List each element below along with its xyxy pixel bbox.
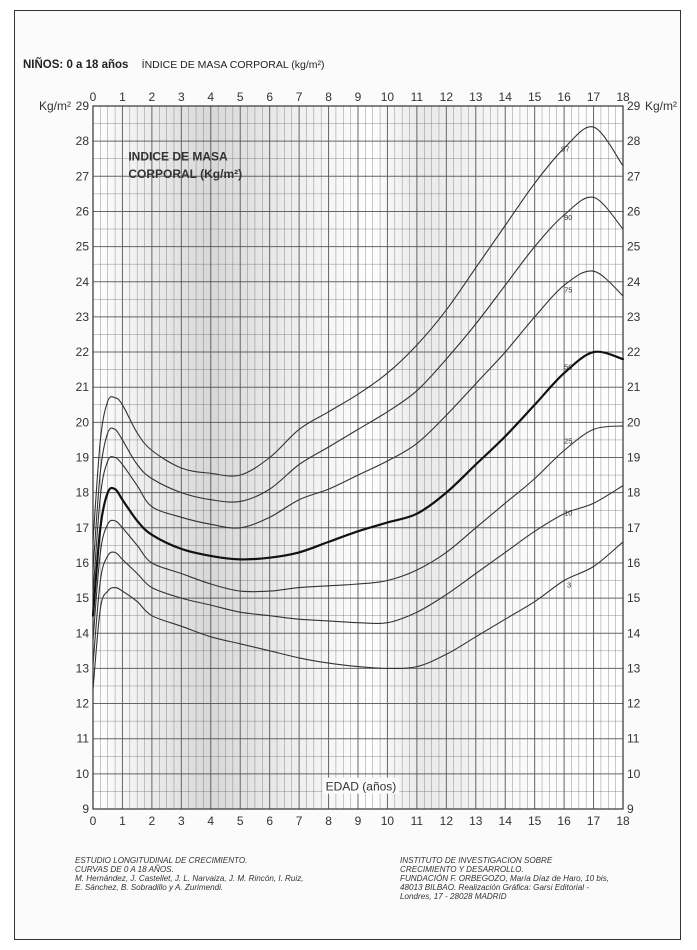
x-tick-label-bottom: 17 bbox=[586, 814, 601, 828]
header-subtitle: ÍNDICE DE MASA CORPORAL (kg/m²) bbox=[141, 59, 325, 71]
chart-page bbox=[14, 10, 681, 940]
x-tick-label-bottom: 8 bbox=[325, 814, 332, 828]
y-tick-label-left: 17 bbox=[75, 520, 89, 535]
x-tick-label-bottom: 16 bbox=[557, 814, 571, 828]
y-tick-label-right: 18 bbox=[627, 485, 641, 500]
y-tick-label-left: 15 bbox=[75, 591, 89, 606]
x-tick-label-bottom: 6 bbox=[266, 814, 274, 828]
x-tick-label-top: 14 bbox=[498, 90, 512, 104]
y-tick-label-left: 27 bbox=[75, 169, 89, 184]
y-tick-label-right: 17 bbox=[627, 520, 641, 535]
x-tick-label-top: 7 bbox=[295, 90, 303, 104]
y-tick-label-left: 29 bbox=[75, 99, 89, 113]
y-tick-label-left: 16 bbox=[75, 555, 89, 570]
y-tick-label-right: 25 bbox=[627, 239, 641, 254]
y-tick-label-right: 9 bbox=[627, 802, 634, 816]
x-tick-label-top: 3 bbox=[177, 90, 185, 104]
y-tick-label-left: 21 bbox=[75, 380, 89, 395]
x-tick-label-bottom: 5 bbox=[236, 814, 244, 828]
y-axis-label-right: Kg/m² bbox=[645, 99, 678, 113]
x-tick-label-top: 6 bbox=[266, 90, 274, 104]
y-tick-label-right: 26 bbox=[627, 204, 641, 219]
y-tick-label-left: 19 bbox=[75, 450, 89, 465]
bmi-growth-chart bbox=[15, 11, 681, 940]
y-tick-label-right: 27 bbox=[627, 169, 641, 184]
y-tick-label-right: 22 bbox=[627, 345, 641, 360]
y-tick-label-right: 13 bbox=[627, 661, 641, 676]
y-tick-label-left: 11 bbox=[76, 731, 89, 746]
x-tick-label-top: 15 bbox=[527, 90, 542, 104]
x-tick-label-bottom: 1 bbox=[119, 814, 126, 828]
x-tick-label-bottom: 13 bbox=[469, 814, 483, 828]
x-tick-label-top: 5 bbox=[236, 90, 244, 104]
x-tick-label-bottom: 4 bbox=[207, 814, 215, 828]
percentile-label-3: 3 bbox=[567, 580, 572, 590]
x-tick-label-top: 11 bbox=[410, 90, 424, 104]
y-tick-label-left: 9 bbox=[82, 802, 89, 816]
x-tick-label-bottom: 12 bbox=[439, 814, 454, 828]
x-tick-label-top: 0 bbox=[89, 90, 97, 104]
percentile-label-90: 90 bbox=[564, 213, 573, 223]
percentile-label-10: 10 bbox=[564, 508, 573, 518]
y-tick-label-left: 14 bbox=[75, 626, 89, 641]
y-tick-label-right: 14 bbox=[627, 626, 641, 641]
y-tick-label-right: 20 bbox=[627, 415, 641, 430]
percentile-label-97: 97 bbox=[561, 144, 570, 154]
x-tick-label-top: 12 bbox=[439, 90, 454, 104]
y-tick-label-right: 11 bbox=[627, 731, 640, 746]
x-tick-label-bottom: 9 bbox=[354, 814, 362, 828]
x-tick-label-bottom: 3 bbox=[177, 814, 185, 828]
y-tick-label-right: 10 bbox=[627, 766, 641, 781]
chart-title: INDICE DE MASA bbox=[128, 149, 228, 164]
y-tick-label-right: 15 bbox=[627, 591, 641, 606]
y-tick-label-right: 24 bbox=[627, 274, 641, 289]
y-tick-label-right: 16 bbox=[627, 555, 641, 570]
y-tick-label-left: 22 bbox=[75, 345, 89, 360]
y-tick-label-right: 23 bbox=[627, 309, 641, 324]
y-tick-label-right: 21 bbox=[627, 380, 641, 395]
x-tick-label-top: 2 bbox=[148, 90, 156, 104]
x-tick-label-top: 4 bbox=[207, 90, 215, 104]
y-tick-label-right: 19 bbox=[627, 450, 641, 465]
x-tick-label-bottom: 15 bbox=[527, 814, 542, 828]
y-tick-label-left: 25 bbox=[75, 239, 89, 254]
x-tick-label-bottom: 14 bbox=[498, 814, 512, 828]
footer-study-credit: ESTUDIO LONGITUDINAL DE CRECIMIENTO. CURVAS DE 0 A 18 AÑOS. M. Hernández, J. Castellet, J. L. Narvaiza, J. M. Rincón, I. Ruiz, E. Sánchez, B. Sobradillo y A. Zurimendi. bbox=[75, 856, 304, 892]
x-axis-label: EDAD (años) bbox=[325, 779, 397, 794]
grid bbox=[93, 106, 623, 809]
y-tick-label-left: 24 bbox=[75, 274, 89, 289]
percentile-label-75: 75 bbox=[564, 285, 573, 295]
y-tick-label-left: 12 bbox=[75, 696, 89, 711]
x-tick-label-top: 17 bbox=[586, 90, 601, 104]
x-tick-label-top: 16 bbox=[557, 90, 571, 104]
y-tick-label-right: 12 bbox=[627, 696, 641, 711]
y-tick-label-left: 23 bbox=[75, 309, 89, 324]
y-tick-label-left: 20 bbox=[75, 415, 89, 430]
x-tick-label-top: 1 bbox=[119, 90, 126, 104]
header-title: NIÑOS: 0 a 18 años bbox=[23, 59, 129, 71]
y-tick-label-left: 13 bbox=[75, 661, 89, 676]
y-tick-label-left: 18 bbox=[75, 485, 89, 500]
x-tick-label-bottom: 11 bbox=[410, 814, 424, 828]
percentile-label-25: 25 bbox=[564, 436, 573, 446]
y-tick-label-left: 26 bbox=[75, 204, 89, 219]
y-tick-label-left: 10 bbox=[75, 766, 89, 781]
chart-title-line2: CORPORAL (Kg/m²) bbox=[128, 167, 243, 182]
x-tick-label-bottom: 10 bbox=[380, 814, 395, 828]
y-tick-label-right: 29 bbox=[627, 99, 641, 113]
y-tick-label-left: 28 bbox=[75, 134, 89, 149]
x-tick-label-top: 13 bbox=[469, 90, 483, 104]
x-tick-label-top: 8 bbox=[325, 90, 332, 104]
y-axis-label-left: Kg/m² bbox=[38, 99, 71, 113]
x-tick-label-bottom: 7 bbox=[295, 814, 303, 828]
y-tick-label-right: 28 bbox=[627, 134, 641, 149]
footer-institute-credit: INSTITUTO DE INVESTIGACION SOBRE CRECIMIENTO Y DESARROLLO. FUNDACIÓN F. ORBEGOZO, María Díaz de Haro, 10 bis, 48013 BILBAO. Realización Gráfica: Garsi Editorial - Londres, 17 - 28028 MADRID bbox=[400, 856, 609, 901]
x-tick-label-bottom: 2 bbox=[148, 814, 156, 828]
x-tick-label-top: 9 bbox=[354, 90, 362, 104]
x-tick-label-top: 18 bbox=[616, 90, 630, 104]
x-tick-label-bottom: 18 bbox=[616, 814, 630, 828]
percentile-label-50: 50 bbox=[564, 362, 573, 372]
x-tick-label-bottom: 0 bbox=[89, 814, 97, 828]
x-tick-label-top: 10 bbox=[380, 90, 395, 104]
